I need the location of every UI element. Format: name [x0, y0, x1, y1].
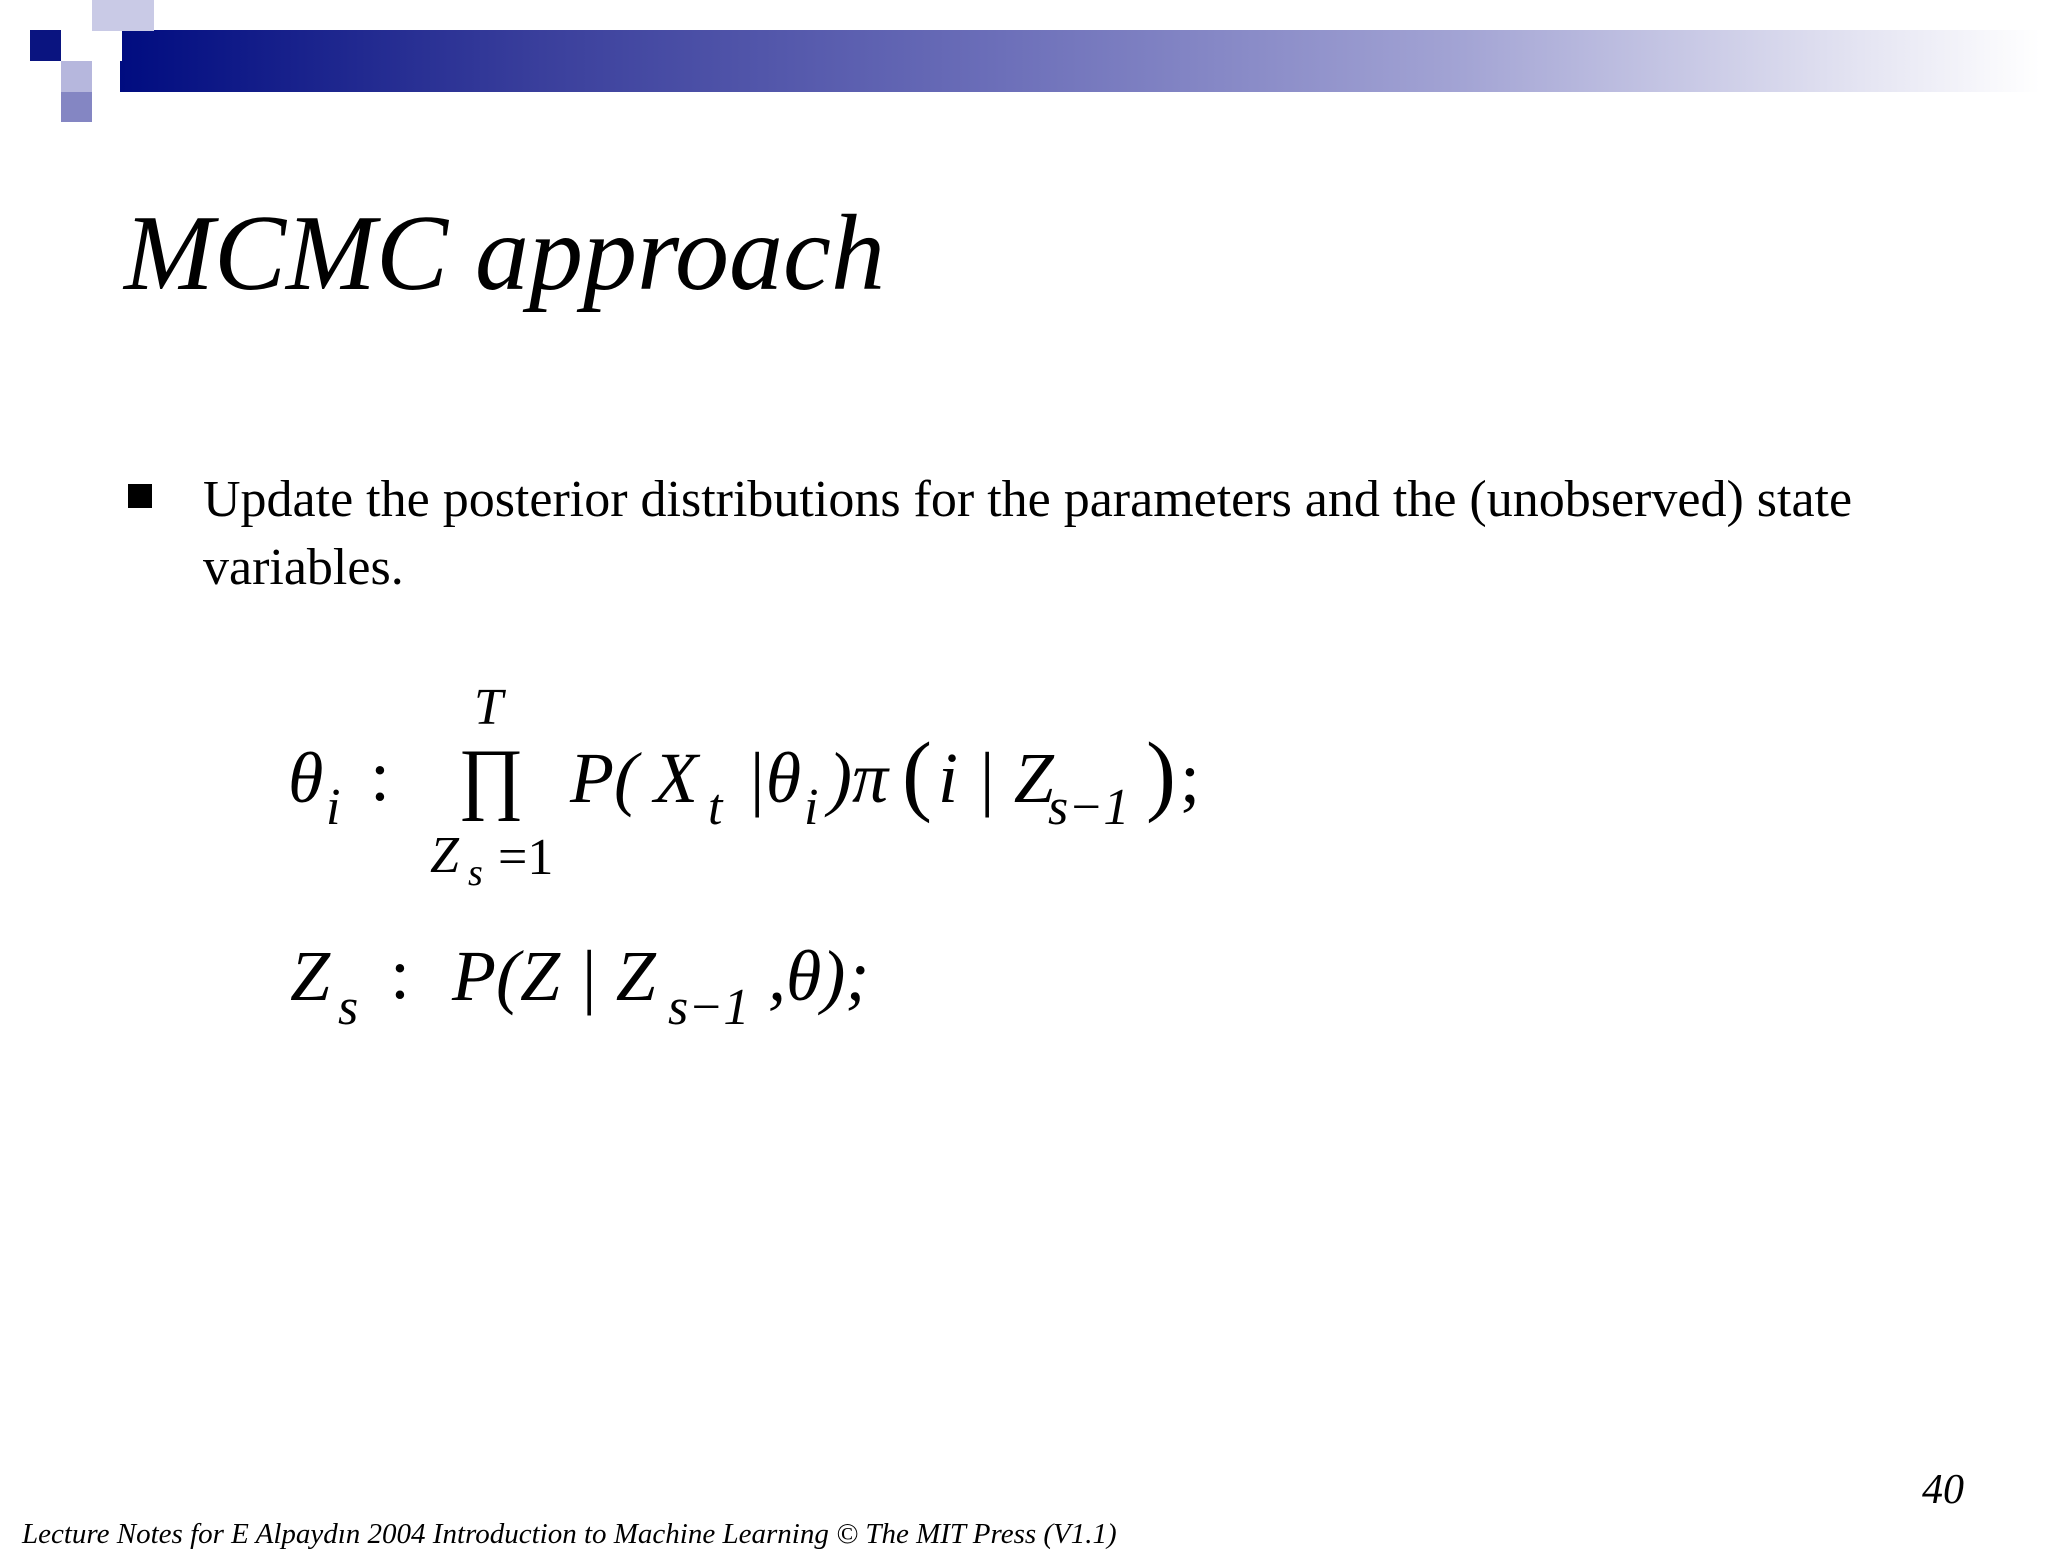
eq1-bar-theta-sub: i [804, 779, 819, 836]
eq1-x: X [654, 738, 698, 818]
page-number: 40 [1922, 1467, 1964, 1513]
eq2-z: Z [290, 936, 331, 1016]
eq1-i-bar-z: i | Z [938, 738, 1054, 818]
eq1-theta-sub: i [326, 779, 341, 836]
eq2-colon: : [390, 934, 411, 1014]
eq1-lparen: ( [902, 725, 932, 824]
eq1-theta: θ [288, 738, 324, 818]
eq1-bar-theta: |θ [746, 738, 802, 818]
eq1-semicolon: ; [1180, 738, 1201, 818]
header-square [61, 61, 92, 92]
eq2-z-sub: s [338, 979, 359, 1036]
header-squares [0, 0, 160, 130]
eq1-close-pi: )π [828, 738, 889, 818]
eq1-p-open: P( [570, 738, 638, 818]
eq2-body-end: ,θ); [768, 936, 870, 1016]
equation-z [288, 930, 1088, 1036]
eq1-prod-top: T [474, 679, 503, 736]
header-square [92, 31, 122, 61]
eq2-body-start: P(Z | Z [452, 936, 656, 1016]
eq1-prod-bottom-var: Z [430, 827, 459, 884]
eq1-product-symbol: ∏ [458, 734, 524, 822]
eq2-body-sub: s−1 [668, 979, 750, 1036]
header-square [0, 0, 30, 30]
header-square [92, 0, 154, 31]
eq1-prod-bottom-sub: s [468, 852, 483, 894]
equation-theta [288, 679, 1238, 912]
eq1-rparen: ) [1146, 725, 1176, 824]
header-square [30, 30, 61, 61]
bullet-square-icon [128, 484, 152, 508]
eq1-z-sub: s−1 [1048, 779, 1130, 836]
footer-credit: Lecture Notes for E Alpaydın 2004 Introduction to Machine Learning © The MIT Press (V1.1) [22, 1518, 1117, 1550]
slide-title: MCMC approach [124, 194, 885, 313]
eq1-colon: : [370, 736, 391, 816]
bullet-text: Update the posterior distributions for the parameters and the (unobserved) state variables. [203, 471, 1853, 596]
eq1-prod-bottom-eq: =1 [498, 829, 554, 886]
header-gradient-bar [120, 30, 2040, 92]
eq1-x-sub: t [708, 779, 723, 836]
header-square [61, 92, 92, 122]
